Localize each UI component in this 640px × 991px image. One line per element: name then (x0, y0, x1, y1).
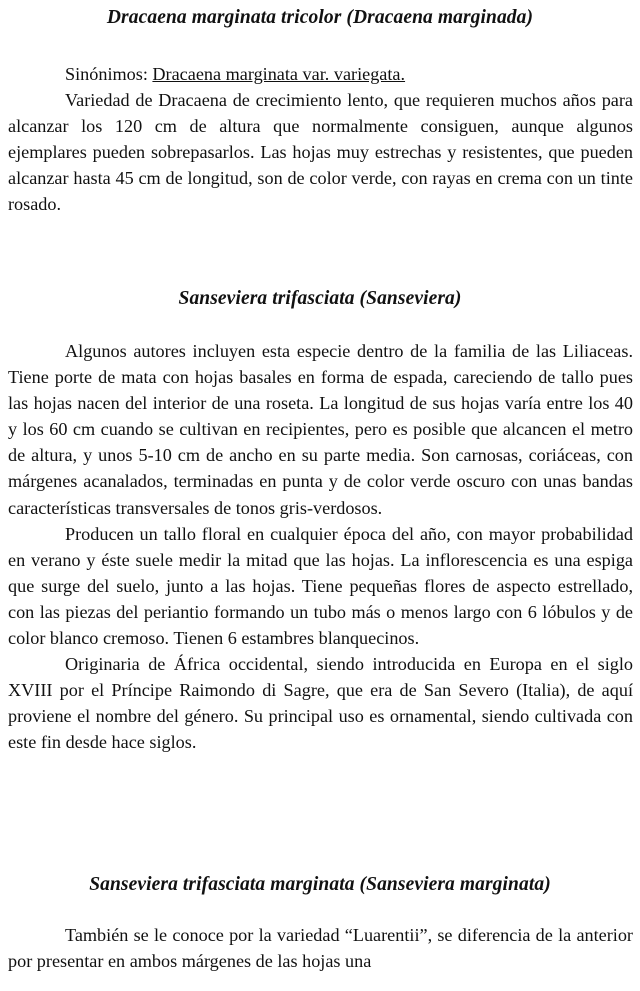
paragraph: Algunos autores incluyen esta especie dentro de la familia de las Liliaceas. Tiene porte de mata con hojas basales en forma de espada, careciendo de tallo pues las hojas nacen del interior de una roseta. La longitud de sus hojas varía entre los 40 y los 60 cm cuando se cultivan en recipientes, pero es posible que alcancen el metro de altura, y unos 5-10 cm de ancho en su parte media. Son carnosas, coriáceas, con márgenes acanalados, terminadas en punta y de color verde oscuro con unas bandas características transversales de tonos gris-verdosos. (8, 341, 633, 518)
paragraph: Variedad de Dracaena de crecimiento lento, que requieren muchos años para alcanzar los 120 cm de altura que normalmente consiguen, aunque algunos ejemplares pueden sobrepasarlos. Las hojas muy estrechas y resistentes, que pueden alcanzar hasta 45 cm de longitud, son de color verde, con rayas en crema con un tinte rosado. (8, 90, 633, 215)
section-title-dracaena: Dracaena marginata tricolor (Dracaena marginada) (106, 7, 534, 28)
section-title-sanseviera: Sanseviera trifasciata (Sanseviera) (178, 288, 462, 309)
synonyms-link[interactable]: Dracaena marginata var. variegata. (152, 64, 406, 84)
synonyms-line (8, 61, 633, 87)
section-body-dracaena (8, 61, 633, 218)
paragraph: Producen un tallo floral en cualquier época del año, con mayor probabilidad en verano y éste suele medir la mitad que las hojas. La inflorescencia es una espiga que surge del suelo, junto a las hojas. Tiene pequeñas flores de aspecto estrellado, con las piezas del periantio formando un tubo más o menos largo con 6 lóbulos y de color blanco cremoso. Tienen 6 estambres blanquecinos. (8, 523, 633, 649)
section-title-sanseviera-marginata: Sanseviera trifasciata marginata (Sanseviera marginata) (89, 874, 551, 895)
section-body-sanseviera-marginata (8, 922, 633, 974)
paragraph: También se le conoce por la variedad “Luarentii”, se diferencia de la anterior por presentar en ambos márgenes de las hojas una (8, 925, 633, 972)
synonyms-label: Sinónimos: (65, 64, 148, 84)
section-body-sanseviera (8, 338, 633, 756)
paragraph: Originaria de África occidental, siendo introducida en Europa en el siglo XVIII por el Príncipe Raimondo di Sagre, que era de San Severo (Italia), de aquí proviene el nombre del género. Su principal uso es ornamental, siendo cultivada con este fin desde hace siglos. (8, 654, 633, 753)
